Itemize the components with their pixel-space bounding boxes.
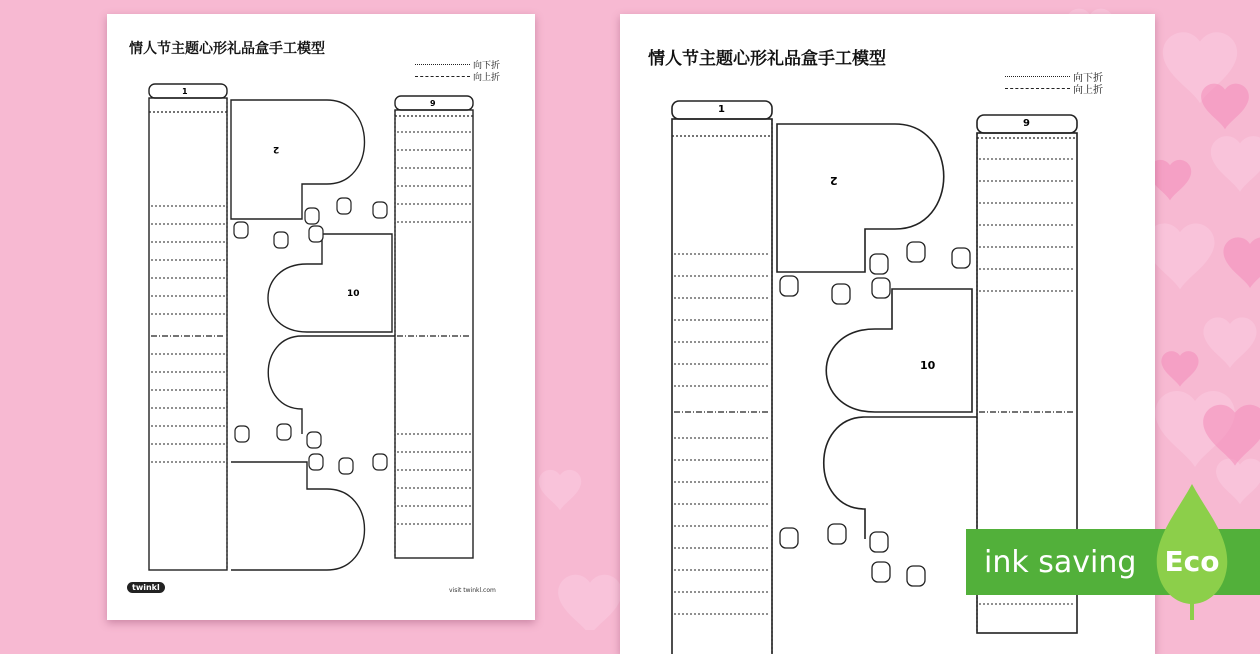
ink-saving-label: ink saving	[984, 544, 1137, 580]
panel-tab-1	[149, 84, 227, 98]
sheet-title-large: 情人节主题心形礼品盒手工模型	[648, 49, 886, 69]
heart-number-10-large: 10	[920, 359, 936, 372]
heart-number-10: 10	[347, 289, 360, 299]
fold-down-label: 向下折	[473, 60, 501, 71]
heart-number-2: 2	[273, 144, 280, 154]
heart-lower-half	[268, 336, 395, 434]
panel-1	[149, 98, 227, 570]
heart-number-2-large: 2	[830, 174, 838, 187]
footer-link[interactable]: visit twinkl.com	[449, 587, 496, 594]
box-template-drawing	[107, 14, 535, 620]
panel-number-1: 1	[182, 87, 188, 96]
panel-number-1-large: 1	[718, 104, 725, 115]
fold-down-label: 向下折	[1073, 72, 1103, 84]
heart-10	[268, 234, 392, 332]
heart-bottom	[231, 462, 365, 570]
fold-up-label: 向上折	[1073, 84, 1103, 96]
panel-number-9: 9	[430, 99, 436, 108]
template-sheet-left	[107, 14, 535, 620]
eco-label: Eco	[1164, 545, 1220, 578]
panel-number-9-large: 9	[1023, 118, 1030, 129]
sheet-title: 情人节主题心形礼品盒手工模型	[129, 41, 325, 57]
panel-9	[395, 110, 473, 558]
fold-up-label: 向上折	[473, 72, 501, 83]
twinkl-logo: twinkl	[127, 582, 165, 593]
